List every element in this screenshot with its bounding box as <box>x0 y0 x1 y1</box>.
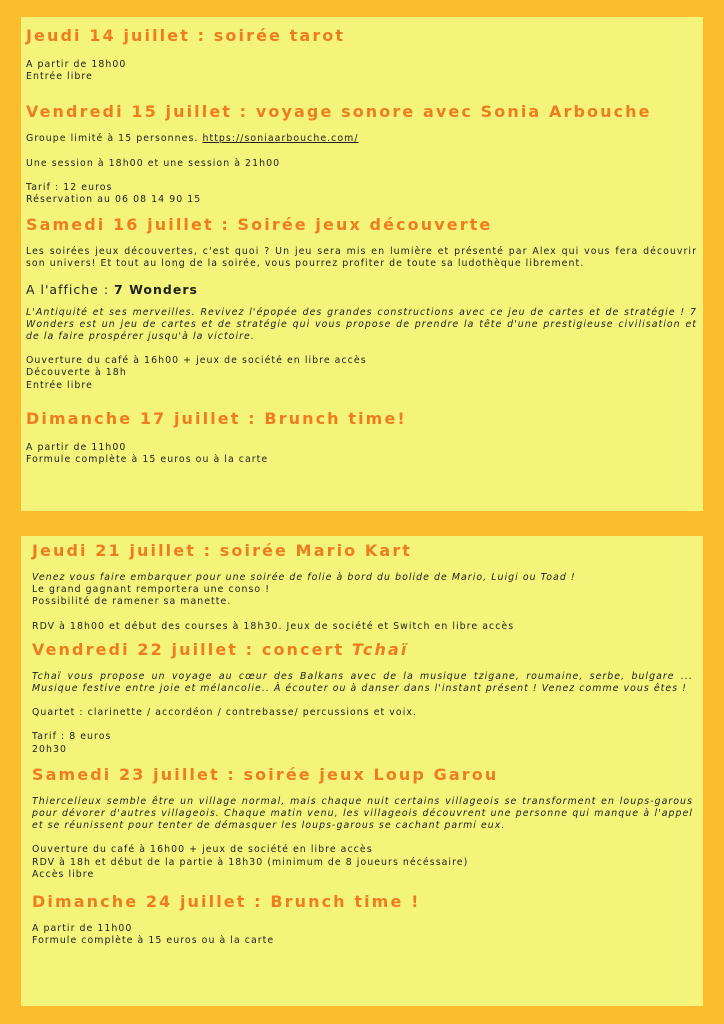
sonia-website-link[interactable]: https://soniaarbouche.com/ <box>202 133 359 145</box>
event-entry: Entrée libre <box>26 379 93 391</box>
loup-garou-description: Thiercelieux semble être un village normal, mais chaque nuit certains villageois se transforment en loups-garous pour dévorer d'autres villageois. Chaque matin venu, les villageois découvrent une personne qui manque à l'appel et se réunissent pour tenter de démasquer les loups-garous se cachant parmi eux. <box>32 795 693 832</box>
event-formula: Formule complète à 15 euros ou à la carte <box>26 454 269 466</box>
events-panel-week-2 <box>21 536 703 1006</box>
event-title-samedi-16: Samedi 16 juillet : Soirée jeux découverte <box>26 215 493 235</box>
event-entry: Entrée libre <box>26 71 93 83</box>
event-description: Les soirées jeux découvertes, c'est quoi ? Un jeu sera mis en lumière et présenté par Alex qui vous fera découvrir son univers! Et tout au long de la soirée, vous pourrez profiter de toute sa ludothèque librement. <box>26 246 697 270</box>
concert-description: Tchaï vous propose un voyage au cœur des Balkans avec de la musique tzigane, roumaine, serbe, bulgare ... Musique festive entre joie et mélancolie.. À écouter ou à danser dans l'instant présent ! Venez comme vous êtes ! <box>32 670 693 695</box>
event-time: A partir de 18h00 <box>26 59 127 70</box>
affiche-game: 7 Wonders <box>114 281 198 297</box>
event-formula: Formule complète à 15 euros ou à la carte <box>32 935 275 947</box>
event-opening: Ouverture du café à 16h00 + jeux de société en libre accès <box>32 844 373 856</box>
event-prize: Le grand gagnant remportera une conso ! <box>32 584 271 596</box>
event-time: A partir de 11h00 <box>32 923 133 935</box>
event-tarif: Tarif : 12 euros <box>26 181 113 193</box>
event-time: 20h30 <box>32 743 68 755</box>
concert-quartet: Quartet : clarinette / accordéon / contrebasse/ percussions et voix. <box>32 707 417 719</box>
event-affiche <box>26 281 697 299</box>
band-name: Tchaï <box>351 639 409 659</box>
event-rdv: RDV à 18h et début de la partie à 18h30 (minimum de 8 joueurs nécéssaire) <box>32 856 469 868</box>
event-discovery: Découverte à 18h <box>26 367 127 379</box>
event-opening: Ouverture du café à 16h00 + jeux de société en libre accès <box>26 355 367 367</box>
event-controller-note: Possibilité de ramener sa manette. <box>32 596 232 608</box>
event-title-jeudi-14: Jeudi 14 juillet : soirée tarot <box>26 26 346 45</box>
event-title-samedi-23: Samedi 23 juillet : soirée jeux Loup Garou <box>32 764 499 784</box>
title-prefix: Vendredi 22 juillet : concert <box>32 639 345 659</box>
event-tarif: Tarif : 8 euros <box>32 731 112 743</box>
event-title-dimanche-17: Dimanche 17 juillet : Brunch time! <box>26 408 407 428</box>
event-description: Venez vous faire embarquer pour une soirée de folie à bord du bolide de Mario, Luigi ou Toad ! <box>32 572 576 583</box>
event-sessions: Une session à 18h00 et une session à 21h00 <box>26 157 281 169</box>
event-rdv: RDV à 18h00 et début des courses à 18h30. Jeux de société et Switch en libre accès <box>32 620 515 632</box>
events-panel-week-1 <box>21 17 703 511</box>
event-entry: Accès libre <box>32 868 95 880</box>
affiche-label: A l'affiche : <box>26 281 110 297</box>
group-limit-text: Groupe limité à 15 personnes. <box>26 133 199 145</box>
event-reservation: Réservation au 06 08 14 90 15 <box>26 194 202 206</box>
event-group-limit <box>26 133 697 145</box>
event-title-dimanche-24: Dimanche 24 juillet : Brunch time ! <box>32 892 421 912</box>
game-description: L'Antiquité et ses merveilles. Revivez l'épopée des grandes constructions avec ce jeu de cartes et de stratégie ! 7 Wonders est un jeu de cartes et de stratégie qui vous propose de prendre la tête d'une prestigieuse civilisation et de la faire prospérer jusqu'à la victoire. <box>26 306 697 343</box>
event-title-jeudi-21: Jeudi 21 juillet : soirée Mario Kart <box>32 541 413 560</box>
event-title-vendredi-22 <box>32 639 693 661</box>
event-title-vendredi-15: Vendredi 15 juillet : voyage sonore avec Sonia Arbouche <box>26 102 652 122</box>
event-time: A partir de 11h00 <box>26 441 127 453</box>
